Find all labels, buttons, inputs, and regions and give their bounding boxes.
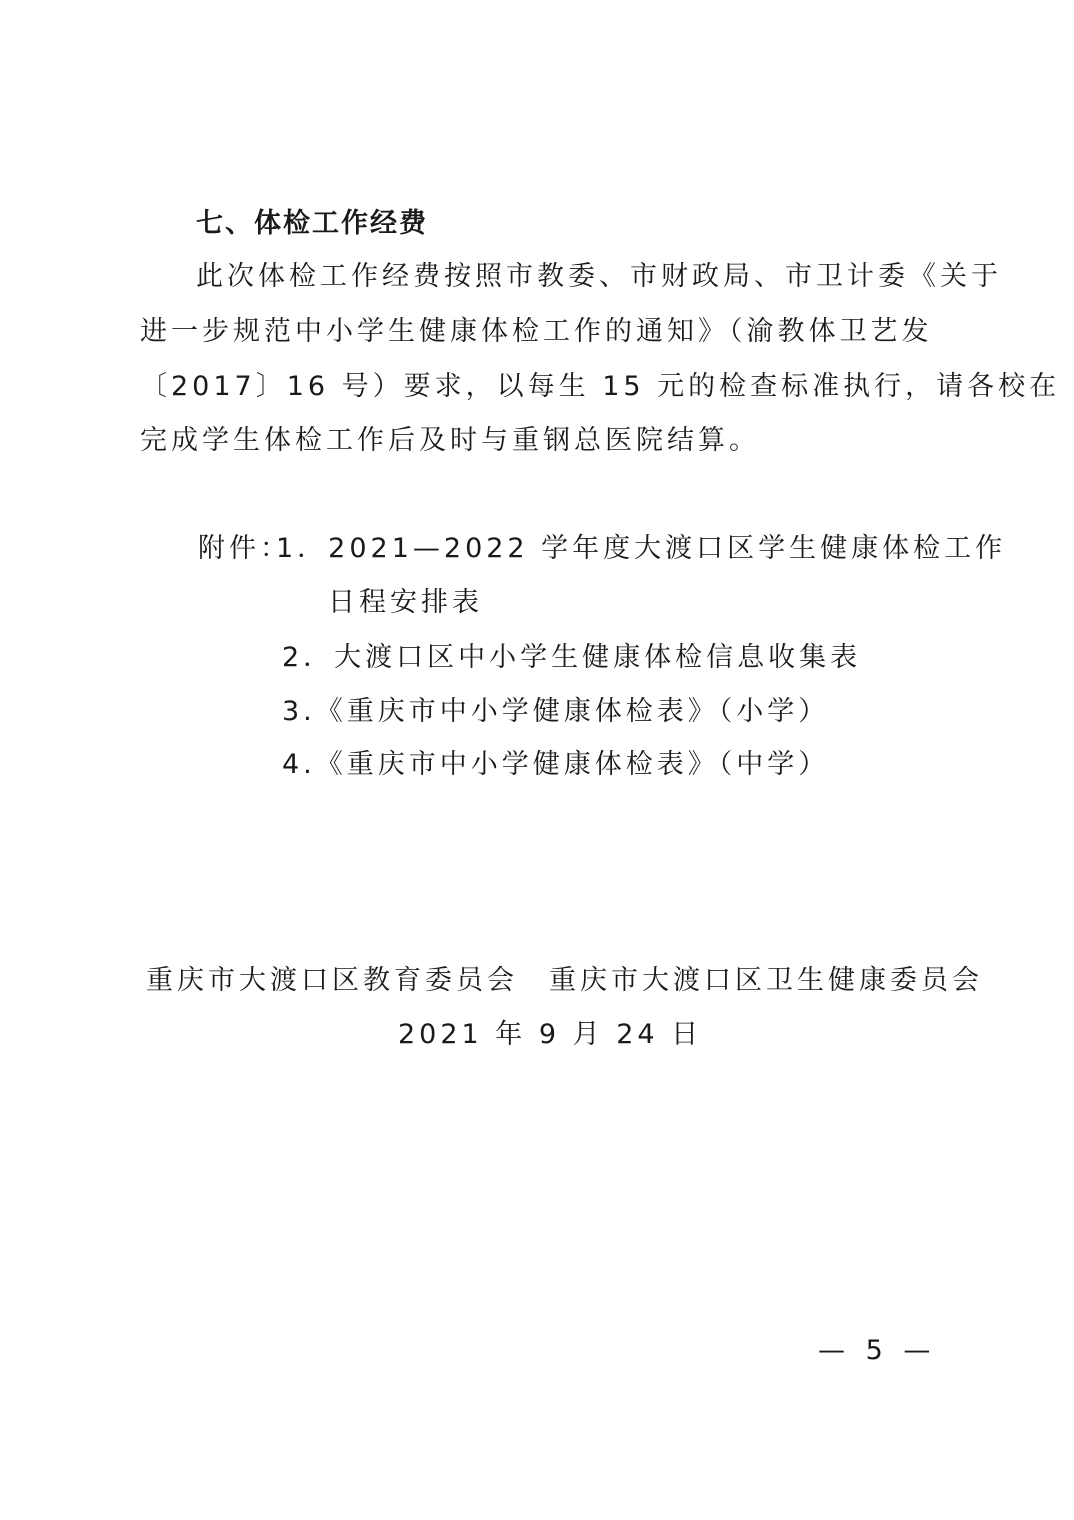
attachments-label: 附件： <box>198 533 291 564</box>
attachment-item-4: 4.《重庆市中小学健康体检表》（中学） <box>282 749 830 780</box>
attachment-item-3: 3.《重庆市中小学健康体检表》（小学） <box>282 696 830 727</box>
paragraph-line-2: 进一步规范中小学生健康体检工作的通知》（渝教体卫艺发 <box>140 316 933 347</box>
paragraph-line-3: 〔2017〕16 号）要求，以每生 15 元的检查标准执行，请各校在 <box>140 371 1061 402</box>
signature-issuers: 重庆市大渡口区教育委员会 重庆市大渡口区卫生健康委员会 <box>146 965 983 996</box>
attachment-item-1-continued: 日程安排表 <box>328 587 483 618</box>
paragraph-line-4: 完成学生体检工作后及时与重钢总医院结算。 <box>140 425 760 456</box>
section-heading: 七、体检工作经费 <box>196 208 428 239</box>
page-number: — 5 — <box>818 1335 937 1366</box>
attachment-item-1: 1．2021—2022 学年度大渡口区学生健康体检工作 <box>276 533 1007 564</box>
paragraph-line-1: 此次体检工作经费按照市教委、市财政局、市卫计委《关于 <box>196 261 1002 292</box>
attachment-item-2: 2．大渡口区中小学生健康体检信息收集表 <box>282 642 862 673</box>
signature-date: 2021 年 9 月 24 日 <box>398 1019 703 1050</box>
